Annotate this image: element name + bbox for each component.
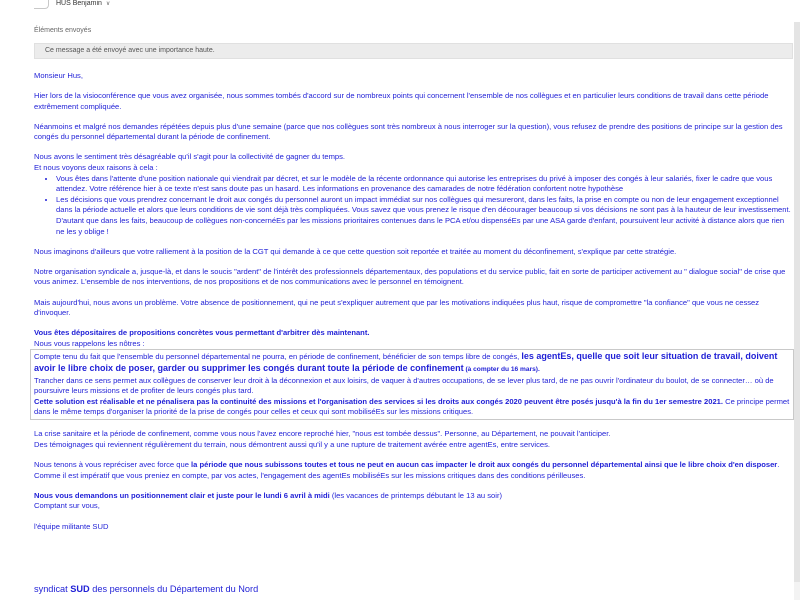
sender-name: HUS Benjamin	[56, 0, 102, 7]
paragraph-11b: Des témoignages qui reviennent régulièrement du terrain, nous démontrent aussi qu'il y a une rupture de traitement avérée entre agentEs, entre services.	[34, 440, 551, 450]
p12-intro: Nous tenons à vous repréciser avec force que	[34, 460, 192, 470]
paragraph-8	[34, 351, 790, 375]
paragraph-12	[34, 460, 794, 481]
p12-bold: la période que nous subissons toutes et tous ne peut en aucun cas impacter le droit aux congés du personnel départemental ainsi que le libre choix d'en disposer	[191, 460, 778, 470]
proposals-box	[30, 349, 794, 420]
chevron-down-icon[interactable]: ∨	[105, 1, 111, 7]
folder-label: Éléments envoyés	[34, 27, 92, 34]
paragraph-7a: Vous êtes dépositaires de propositions concrètes vous permettant d'arbitrer dès maintenant.	[34, 328, 370, 338]
paragraph-7b: Nous vous rappelons les nôtres :	[34, 338, 145, 348]
p10-bold: Cette solution est réalisable et ne pénalisera pas la continuité des missions et l'organisation des services si les droits aux congés 2020 peuvent être posés jusqu'à la fin du 1er semestre 2021.	[34, 396, 723, 406]
paragraph-10	[34, 397, 790, 418]
list-item: • Les décisions que vous prendrez concernant le droit aux congés du personnel auront un impact immédiat sur nos collègues qui mesureront, dans les faits, la prise en compte ou non de leur engagement exceptionnel dans la période actuelle et alors que leurs conditions de vie sont déjà très compliquées. Vous savez que vous prenez le risque d'en décourager beaucoup si vos décisions ne sont pas à la hauteur de leur investissement. D'autant que dans les faits, beaucoup de collègues non-concernéEs par les missions prioritaires contenues dans le PCA et/ou dispenséEs par une ASA garde d'enfant, poursuivent leur activité à distance alors que rien ne les y oblige !	[56, 195, 794, 237]
paragraph-5: Notre organisation syndicale a, jusque-là, et dans le soucis "ardent" de l'intérêt des professionnels départementaux, des populations et du service public, fait en sorte de participer activement au " dialogue social" de crise que vous animez. L'ensemble de nos interventions, de nos propositions et de nos communications avec le personnel en témoignent.	[34, 266, 786, 287]
paragraph-6: Mais aujourd'hui, nous avons un problème. Votre absence de positionnement, qui ne peut s'expliquer autrement que par les motivations indiquées plus haut, risque de compromettre "la confiance" que vous ne cessez d'invoquer.	[34, 297, 760, 318]
p13-rest: (les vacances de printemps débutant le 13 au soir)	[329, 490, 503, 500]
paragraph-3a: Nous avons le sentiment très désagréable qu'il s'agit pour la collectivité de gagner du temps.	[34, 152, 346, 162]
message-header	[0, 0, 800, 22]
signature	[34, 584, 258, 594]
reasons-list	[34, 174, 794, 238]
scrollbar-thumb[interactable]	[794, 22, 800, 582]
paragraph-13	[34, 491, 794, 502]
signature-post: des personnels du Département du Nord	[89, 584, 259, 594]
paragraph-1: Hier lors de la visioconférence que vous avez organisée, nous sommes tombés d'accord sur de nombreux points qui concernent l'ensemble de nos collègues et en particulier leurs conditions de travail dans cette période extrêmement compliquée.	[34, 91, 769, 111]
p13-bold: Nous vous demandons un positionnement clair et juste pour le lundi 6 avril à midi	[34, 490, 330, 500]
p8-date: (à compter du 16 mars).	[463, 365, 540, 373]
signature-bold: SUD	[70, 584, 90, 594]
p8-intro: Compte tenu du fait que l'ensemble du personnel départemental ne pourra, en période de confinement, bénéficier de son temps libre de congés,	[34, 352, 522, 362]
p10-rest: Ce principe permet dans le même temps d'organiser la priorité de la prise de congés pour celles et ceux qui sont mobiliséEs sur les missions critiques.	[34, 396, 790, 417]
p8-emphasis: les agentEs, quelle que soit leur situation de travail, doivent avoir le libre choix de poser, garder ou supprimer les congés durant toute la période de confinement	[34, 351, 778, 373]
paragraph-9: Trancher dans ce sens permet aux collègues de conserver leur droit à la déconnexion et aux loisirs, de vaquer à d'autres occupations, de se lever plus tard, de ne pas ouvrir l'ordinateur du boulot, de se connecter… où de poursuivre leurs missions et de profiter de leurs congés plus tard.	[34, 375, 774, 396]
sender[interactable]	[56, 0, 110, 8]
paragraph-2: Néanmoins et malgré nos demandes répétées depuis plus d'une semaine (parce que nos collègues sont très nombreux à nous interroger sur la question), vous refusez de prendre des positions de principe sur la gestion des congés du personnel départemental durant la période de confinement.	[34, 121, 783, 142]
email-body	[34, 71, 794, 532]
paragraph-3b: Et nous voyons deux raisons à cela :	[34, 163, 158, 173]
p12-rest: . Comme il est impératif que vous preniez en compte, par vos actes, l'engagement des agentEs mobiliséEs sur les missions critiques dans des conditions périlleuses.	[34, 460, 780, 480]
avatar	[34, 0, 49, 9]
signature-pre: syndicat	[34, 584, 71, 594]
paragraph-4: Nous imaginons d'ailleurs que votre ralliement à la position de la CGT qui demande à ce que cette question soit reportée et traitée au moment du déconfinement, s'explique par cette stratégie.	[34, 246, 677, 256]
importance-text: Ce message a été envoyé avec une importance haute.	[45, 47, 215, 54]
greeting: Monsieur Hus,	[34, 71, 83, 80]
paragraph-11a: La crise sanitaire et la période de confinement, comme vous nous l'avez encore reproché hier, "nous est tombée dessus". Personne, au Département, ne pouvait l'anticiper.	[34, 429, 611, 439]
importance-banner	[34, 43, 793, 59]
closing: l'équipe militante SUD	[34, 521, 109, 531]
list-item: • Vous êtes dans l'attente d'une position nationale qui viendrait par décret, et sur le modèle de la récente ordonnance qui autorise les entreprises du privé à imposer des congés à leur salariés, fixer le cadre que vous attendez. Votre référence hier à ce texte n'est sans doute pas un hasard. Les informations en provenance des camarades de notre fédération confortent notre hypothèse	[56, 174, 794, 195]
paragraph-13c: Comptant sur vous,	[34, 501, 100, 511]
